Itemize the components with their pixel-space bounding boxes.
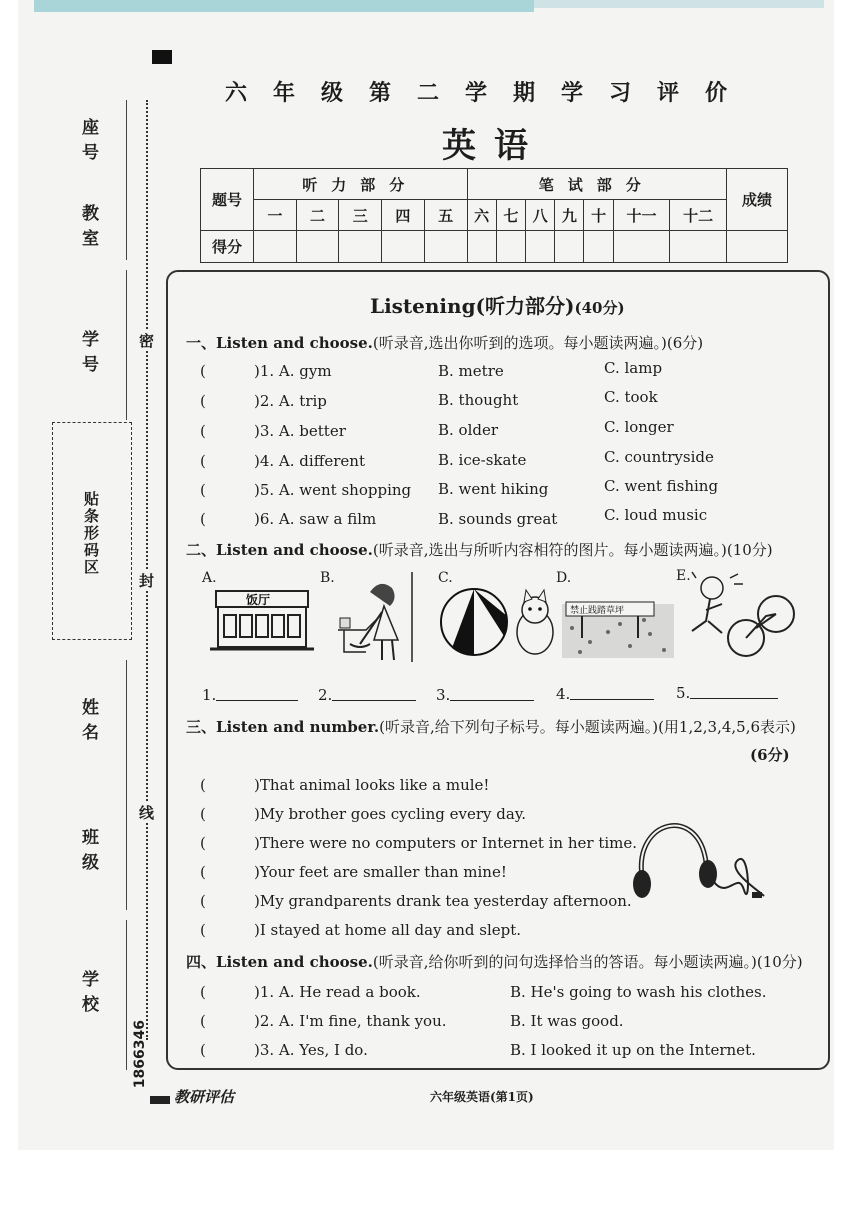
s1-item-4-b: B. ice-skate <box>438 451 527 469</box>
seal-char-2: 封 <box>139 572 155 590</box>
score-cell[interactable] <box>296 231 339 263</box>
answer-paren[interactable]: ( <box>200 1041 206 1059</box>
barcode-area <box>52 422 132 640</box>
listening-title <box>370 290 625 319</box>
pic-label-e: E. <box>676 568 691 584</box>
s1-item-3-b: B. older <box>438 421 499 439</box>
barcode-label: 贴条形码区 <box>82 491 100 576</box>
student-id-label: 学号 <box>78 330 98 380</box>
item-col: 十二 <box>670 200 727 231</box>
s3-item-1: )That animal looks like a mule! <box>254 776 490 794</box>
s4-item-2-a: )2. A. I'm fine, thank you. <box>254 1012 447 1030</box>
s1-item-1-b: B. metre <box>438 362 504 380</box>
item-col: 十 <box>584 200 613 231</box>
section1-instruction: (听录音,选出你听到的选项。每小题读两遍。)(6分) <box>372 334 704 352</box>
answer-paren[interactable]: ( <box>200 921 206 939</box>
total-header: 成绩 <box>727 169 788 231</box>
answer-paren[interactable]: ( <box>200 892 206 910</box>
mopping-girl-picture[interactable] <box>326 572 436 666</box>
listening-points: (40分) <box>574 299 625 317</box>
score-cell[interactable] <box>424 231 467 263</box>
s4-item-3-a: )3. A. Yes, I do. <box>254 1041 368 1059</box>
score-cell[interactable] <box>496 231 525 263</box>
bike-fall-picture[interactable] <box>690 570 808 662</box>
class-line[interactable] <box>126 800 127 910</box>
section3-points: (6分) <box>750 746 790 764</box>
total-score-cell[interactable] <box>727 231 788 263</box>
s1-item-6: )6. A. saw a film <box>254 510 377 528</box>
top-color-band <box>34 0 534 12</box>
seat-line[interactable] <box>126 100 127 195</box>
footer-page-label: 六年级英语(第1页) <box>430 1090 534 1104</box>
blank-5-label: 5. <box>676 684 691 702</box>
score-row-label: 得分 <box>201 231 254 263</box>
s1-item-2-b: B. thought <box>438 391 519 409</box>
item-col: 二 <box>296 200 339 231</box>
s1-item-6-c: C. loud music <box>604 506 708 524</box>
pic-label-c: C. <box>438 570 453 586</box>
blank-4-label: 4. <box>556 685 571 703</box>
answer-paren[interactable]: ( <box>200 452 206 470</box>
top-color-band-right <box>534 0 824 8</box>
item-col: 十一 <box>613 200 670 231</box>
footer-brand: 教研评估 <box>174 1088 235 1106</box>
answer-paren[interactable]: ( <box>200 983 206 1001</box>
s1-item-2: )2. A. trip <box>254 392 327 410</box>
score-cell[interactable] <box>254 231 297 263</box>
headphones-icon <box>628 810 768 906</box>
score-cell[interactable] <box>584 231 613 263</box>
score-cell[interactable] <box>339 231 382 263</box>
listening-title-cn: (听力部分) <box>475 294 575 318</box>
registration-mark <box>152 50 172 64</box>
listening-title-en: Listening <box>370 294 476 318</box>
pic-label-b: B. <box>320 570 335 586</box>
blank-4-line[interactable] <box>570 699 654 700</box>
s1-item-1-c: C. lamp <box>604 359 663 377</box>
item-col: 三 <box>339 200 382 231</box>
listening-section-box <box>166 270 830 1070</box>
s1-item-6-b: B. sounds great <box>438 510 558 528</box>
s1-item-5: )5. A. went shopping <box>254 481 412 499</box>
section2-header <box>186 539 773 560</box>
section1-header <box>186 332 703 353</box>
item-col: 六 <box>467 200 496 231</box>
s1-item-1: )1. A. gym <box>254 362 332 380</box>
s1-item-3-c: C. longer <box>604 418 674 436</box>
item-col: 一 <box>254 200 297 231</box>
item-col: 四 <box>382 200 425 231</box>
item-col: 七 <box>496 200 525 231</box>
pic-label-d: D. <box>556 570 572 586</box>
section2-heading: 二、Listen and choose. <box>186 541 373 559</box>
school-label: 学校 <box>78 970 98 1020</box>
section3-header <box>186 716 796 737</box>
exam-title: 六年级第二学期学习评价 <box>225 80 754 106</box>
s1-item-4: )4. A. different <box>254 452 365 470</box>
s1-item-2-c: C. took <box>604 388 658 406</box>
seat-label: 座号 <box>78 118 98 168</box>
answer-paren[interactable]: ( <box>200 863 206 881</box>
s1-item-4-c: C. countryside <box>604 448 714 466</box>
item-col: 九 <box>555 200 584 231</box>
name-line[interactable] <box>126 660 127 800</box>
blank-5-line[interactable] <box>690 698 778 699</box>
blank-3-label: 3. <box>436 686 451 704</box>
seal-char-3: 线 <box>139 804 155 822</box>
answer-paren[interactable]: ( <box>200 805 206 823</box>
answer-paren[interactable]: ( <box>200 776 206 794</box>
score-cell[interactable] <box>555 231 584 263</box>
answer-paren[interactable]: ( <box>200 1012 206 1030</box>
written-part-header: 笔试部分 <box>467 169 726 200</box>
student-id-line[interactable] <box>126 270 127 420</box>
s4-item-2-b: B. It was good. <box>510 1012 624 1030</box>
blank-2-label: 2. <box>318 686 333 704</box>
s1-item-3: )3. A. better <box>254 422 346 440</box>
answer-paren[interactable]: ( <box>200 362 206 380</box>
pic-label-a: A. <box>202 570 217 586</box>
item-number-header: 题号 <box>201 169 254 231</box>
restaurant-picture[interactable] <box>206 585 318 653</box>
keep-off-grass-picture[interactable] <box>560 598 676 658</box>
school-line[interactable] <box>126 920 127 1070</box>
s3-item-5: )My grandparents drank tea yesterday afternoon. <box>254 892 632 910</box>
item-col: 八 <box>526 200 555 231</box>
score-cell[interactable] <box>382 231 425 263</box>
s3-item-6: )I stayed at home all day and slept. <box>254 921 522 939</box>
section4-header <box>186 951 803 972</box>
score-cell[interactable] <box>467 231 496 263</box>
name-label: 姓名 <box>78 698 98 748</box>
grass-sign: 禁止践踏草坪 <box>570 606 625 616</box>
s4-item-1-b: B. He's going to wash his clothes. <box>510 983 767 1001</box>
answer-paren[interactable]: ( <box>200 392 206 410</box>
blank-1-label: 1. <box>202 686 217 704</box>
score-cell[interactable] <box>526 231 555 263</box>
score-cell[interactable] <box>613 231 670 263</box>
footer-mark <box>150 1096 170 1104</box>
s3-item-3: )There were no computers or Internet in her time. <box>254 834 638 852</box>
blank-3-line[interactable] <box>450 700 534 701</box>
s1-item-5-c: C. went fishing <box>604 477 719 495</box>
s3-item-4: )Your feet are smaller than mine! <box>254 863 507 881</box>
ball-and-cat-picture[interactable] <box>440 586 558 658</box>
item-col: 五 <box>424 200 467 231</box>
blank-1-line[interactable] <box>216 700 298 701</box>
s4-item-3-b: B. I looked it up on the Internet. <box>510 1041 756 1059</box>
section3-instruction: (听录音,给下列句子标号。每小题读两遍。)(用1,2,3,4,5,6表示) <box>379 718 796 736</box>
s1-item-5-b: B. went hiking <box>438 480 549 498</box>
answer-paren[interactable]: ( <box>200 834 206 852</box>
class-label: 班级 <box>78 828 98 878</box>
restaurant-sign: 饭厅 <box>246 593 271 607</box>
room-label: 教室 <box>78 204 98 254</box>
section4-instruction: (听录音,给你听到的问句选择恰当的答语。每小题读两遍。)(10分) <box>372 953 803 971</box>
subject-title: 英语 <box>442 126 546 166</box>
answer-paren[interactable]: ( <box>200 481 206 499</box>
section2-instruction: (听录音,选出与所听内容相符的图片。每小题读两遍。)(10分) <box>372 541 773 559</box>
s3-item-2: )My brother goes cycling every day. <box>254 805 527 823</box>
blank-2-line[interactable] <box>332 700 416 701</box>
listening-part-header: 听力部分 <box>254 169 468 200</box>
score-table <box>200 168 788 263</box>
score-cell[interactable] <box>670 231 727 263</box>
serial-number: 1866346 <box>132 1020 148 1089</box>
answer-paren[interactable]: ( <box>200 422 206 440</box>
room-line[interactable] <box>126 190 127 260</box>
answer-paren[interactable]: ( <box>200 510 206 528</box>
section4-heading: 四、Listen and choose. <box>186 953 373 971</box>
s4-item-1-a: )1. A. He read a book. <box>254 983 421 1001</box>
seal-char-1: 密 <box>139 332 155 350</box>
section1-heading: 一、Listen and choose. <box>186 334 373 352</box>
section3-heading: 三、Listen and number. <box>186 718 380 736</box>
